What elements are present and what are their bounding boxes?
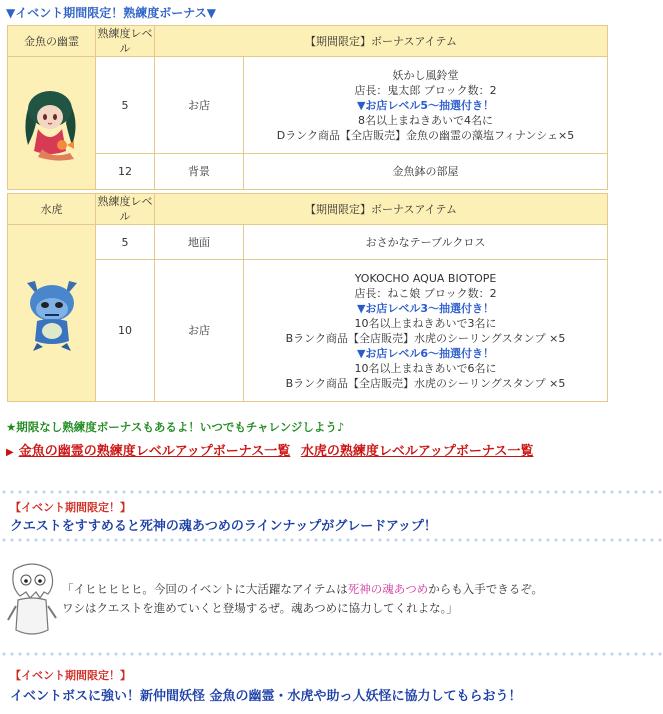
item-line: 10名以上まねきあいで6名に xyxy=(354,361,497,375)
item-cell xyxy=(244,260,608,402)
item-line: YOKOCHO AQUA BIOTOPE xyxy=(354,271,497,285)
goldfish-portrait-cell xyxy=(8,57,96,190)
item-header: 【期間限定】ボーナスアイテム xyxy=(155,194,608,225)
item-line: おさかなテーブルクロス xyxy=(365,235,486,249)
item-line: Bランク商品【全店販売】水虎のシーリングスタンプ ×5 xyxy=(285,331,566,345)
arrow-right-icon: ▶ xyxy=(6,447,14,458)
level-cell: 12 xyxy=(96,154,155,190)
bonus-table-suiko xyxy=(7,193,608,402)
dotted-divider xyxy=(0,489,663,495)
level-cell: 10 xyxy=(96,260,155,402)
item-line: 8名以上まねきあいで4名に xyxy=(358,113,493,127)
item-cell xyxy=(244,154,608,190)
goldfish-bonus-list-link[interactable]: 金魚の幽霊の熟練度レベルアップボーナス一覧 xyxy=(18,444,291,459)
unlimited-bonus-note: ★期限なし熟練度ボーナスもあるよ！いつでもチャレンジしよう♪ xyxy=(6,420,345,434)
item-line: 店長：鬼太郎 ブロック数：2 xyxy=(354,83,497,97)
suiko-icon xyxy=(15,273,89,353)
level-header: 熟練度レベル xyxy=(97,195,153,223)
dotted-divider xyxy=(0,537,663,543)
event-label: 【イベント期間限定！】 xyxy=(10,501,131,514)
event-label: 【イベント期間限定！】 xyxy=(10,669,131,682)
goldfish-ghost-icon xyxy=(12,83,92,163)
bonus-list-links xyxy=(6,440,533,459)
level-header: 熟練度レベル xyxy=(97,27,153,55)
item-line: 店長：ねこ娘 ブロック数：2 xyxy=(354,286,497,300)
character-name: 水虎 xyxy=(8,194,96,225)
bonus-table-goldfish xyxy=(7,25,608,190)
speech-highlight: 死神の魂あつめ xyxy=(347,582,429,596)
item-header: 【期間限定】ボーナスアイテム xyxy=(155,26,608,57)
level-cell: 5 xyxy=(96,57,155,154)
speech-line: ワシはクエストを進めていくと登場するぜ。魂あつめに協力してくれよな。」 xyxy=(62,601,458,615)
event-title: イベントボスに強い！新仲間妖怪 金魚の幽霊・水虎や助っ人妖怪に協力してもらおう！ xyxy=(10,689,522,704)
event-title: クエストをすすめると死神の魂あつめのラインナップがグレードアップ！ xyxy=(10,519,437,534)
character-name: 金魚の幽霊 xyxy=(8,26,96,57)
lottery-line: ▼お店レベル3〜抽選付き！ xyxy=(356,301,495,315)
speech-line: 「イヒヒヒヒヒ。今回のイベントに大活躍なアイテムは xyxy=(62,582,348,596)
level-cell: 5 xyxy=(96,225,155,260)
item-line: 金魚鉢の部屋 xyxy=(392,165,459,178)
lottery-line: ▼お店レベル6〜抽選付き！ xyxy=(356,346,495,360)
speech-text xyxy=(62,580,543,618)
item-line: Bランク商品【全店販売】水虎のシーリングスタンプ ×5 xyxy=(285,376,566,390)
item-cell xyxy=(244,225,608,260)
lottery-line: ▼お店レベル5〜抽選付き！ xyxy=(356,98,495,112)
shinigami-icon xyxy=(4,560,60,640)
page-heading: ▼イベント期間限定！熟練度ボーナス▼ xyxy=(6,6,216,20)
item-line: 10名以上まねきあいで3名に xyxy=(354,316,497,330)
item-line: 妖かし風鈴堂 xyxy=(392,68,459,82)
dotted-divider xyxy=(0,651,663,657)
item-type-cell: 地面 xyxy=(155,225,244,260)
item-type-cell: お店 xyxy=(155,57,244,154)
suiko-bonus-list-link[interactable]: 水虎の熟練度レベルアップボーナス一覧 xyxy=(300,444,534,459)
speech-line: からも入手できるぞ。 xyxy=(428,582,544,596)
item-cell xyxy=(244,57,608,154)
item-type-cell: 背景 xyxy=(155,154,244,190)
item-type-cell: お店 xyxy=(155,260,244,402)
suiko-portrait-cell xyxy=(8,225,96,402)
item-line: Dランク商品【全店販売】金魚の幽霊の藻塩フィナンシェ×5 xyxy=(276,128,575,142)
